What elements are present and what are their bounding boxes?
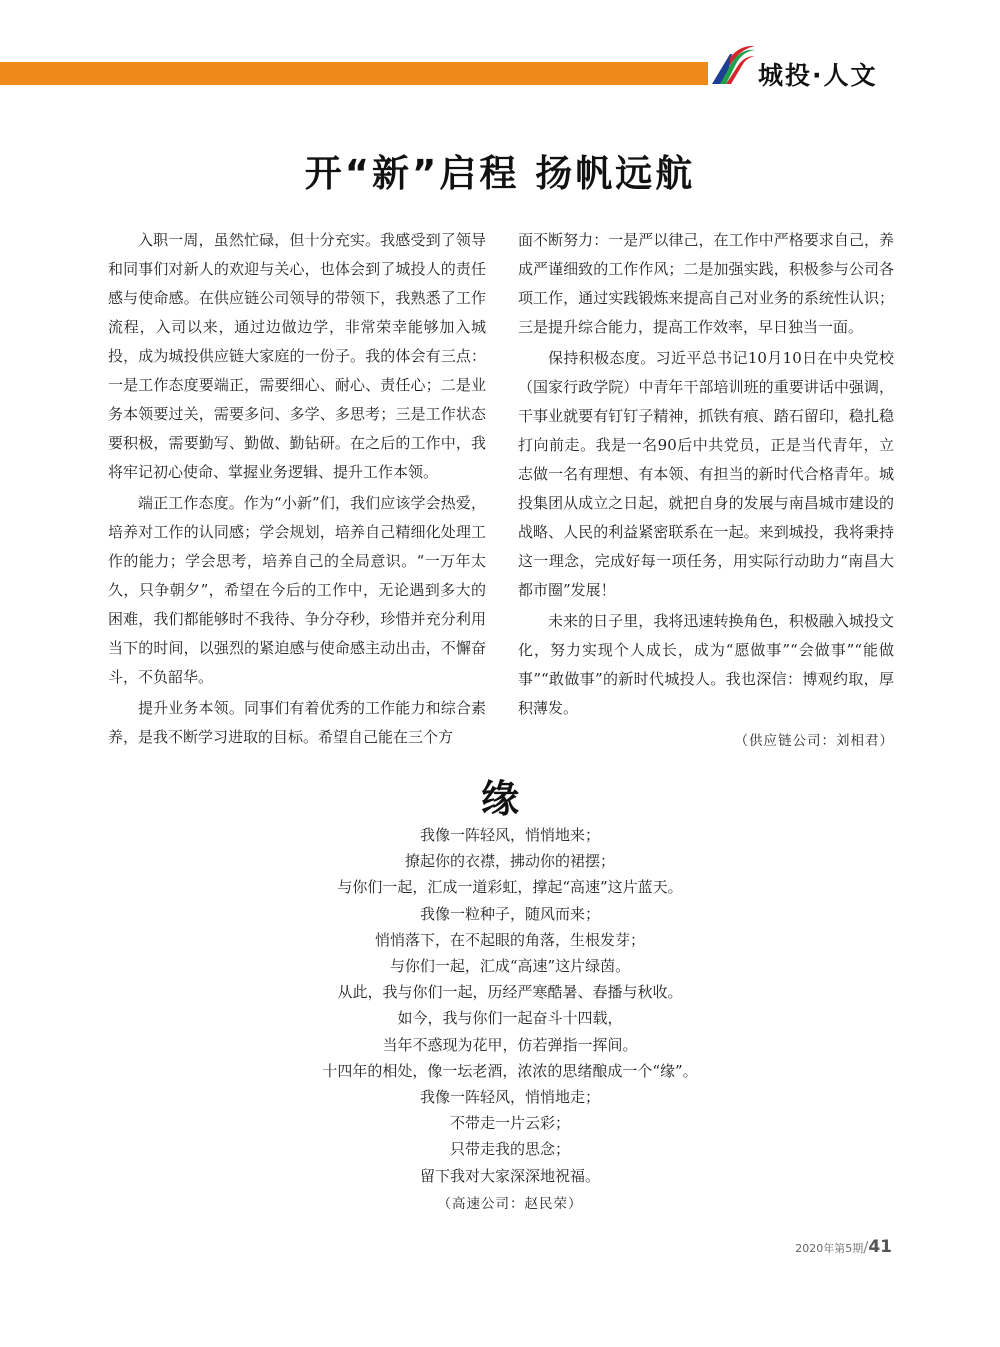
poem-line: 与你们一起，汇成“高速”这片绿茵。 xyxy=(389,957,631,976)
poem-line: 悄悄落下，在不起眼的角落，生根发芽； xyxy=(374,930,645,949)
poem-line: 我像一阵轻风，悄悄地走； xyxy=(419,1088,600,1107)
paragraph: 端正工作态度。作为“小新”们，我们应该学会热爱，培养对工作的认同感；学会规划，培养自己精细化处理工作的能力；学会思考，培养自己的全局意识。“一万年太久，只争朝夕”，希望在今后的工作中，无论遇到多大的困难，我们都能够时不我待、争分夺秒，珍惜并充分利用当下的时间，以强烈的紧迫感与使命感主动出击，不懈奋斗，不负韶华。 xyxy=(108,494,486,686)
poem-title: 缘 xyxy=(480,777,519,821)
poem-line: 十四年的相处，像一坛老酒，浓浓的思绪酿成一个“缘”。 xyxy=(322,1061,698,1080)
poem-line: 只带走我的思念； xyxy=(449,1140,570,1159)
article-author: （供应链公司：刘相君） xyxy=(734,733,894,749)
article-column-left xyxy=(108,226,486,752)
paragraph-continuation: 面不断努力：一是严以律己，在工作中严格要求自己，养成严谨细致的工作作风；二是加强实践，积极参与公司各项工作，通过实践锻炼来提高自己对业务的系统性认识；三是提升综合能力，提高工作效率，早日独当一面。 xyxy=(518,231,894,336)
paragraph: 提升业务本领。同事们有着优秀的工作能力和综合素养，是我不断学习进取的目标。希望自己能在三个方 xyxy=(108,699,486,746)
company-logo-icon xyxy=(706,44,756,88)
poem-line: 我像一阵轻风，悄悄地来； xyxy=(419,826,600,844)
paragraph: 保持积极态度。习近平总书记10月10日在中央党校（国家行政学院）中青年干部培训班的重要讲话中强调，干事业就要有钉钉子精神，抓铁有痕、踏石留印，稳扎稳打向前走。我是一名90后中共党员，正是当代青年，立志做一名有理想、有本领、有担当的新时代合格青年。城投集团从成立之日起，就把自身的发展与南昌城市建设的战略、人民的利益紧密联系在一起。来到城投，我将秉持这一理念，完成好每一项任务，用实际行动助力“南昌大都市圈”发展！ xyxy=(518,349,894,599)
footer-slash: / xyxy=(863,1238,869,1256)
poem-line: 不带走一片云彩； xyxy=(449,1114,570,1133)
paragraph: 未来的日子里，我将迅速转换角色，积极融入城投文化，努力实现个人成长，成为“愿做事”“会做事”“能做事”“敢做事”的新时代城投人。我也深信：博观约取，厚积薄发。 xyxy=(518,612,894,717)
header-bar xyxy=(0,62,708,85)
issue-label: 2020年第5期 xyxy=(795,1242,864,1255)
poem-body xyxy=(200,822,820,1217)
page-footer xyxy=(795,1237,892,1257)
paragraph: 入职一周，虽然忙碌，但十分充实。我感受到了领导和同事们对新人的欢迎与关心，也体会到了城投人的责任感与使命感。在供应链公司领导的带领下，我熟悉了工作流程，入司以来，通过边做边学，非常荣幸能够加入城投，成为城投供应链大家庭的一份子。我的体会有三点：一是工作态度要端正，需要细心、耐心、责任心；二是业务本领要过关，需要多问、多学、多思考；三是工作状态要积极，需要勤写、勤做、勤钻研。在之后的工作中，我将牢记初心使命、掌握业务逻辑、提升工作本领。 xyxy=(108,231,486,481)
poem-line: 留下我对大家深深地祝福。 xyxy=(419,1166,600,1185)
poem-line: 从此，我与你们一起，历经严寒酷暑、春播与秋收。 xyxy=(337,983,683,1002)
poem-author: （高速公司：赵民荣） xyxy=(437,1195,583,1212)
poem-line: 与你们一起，汇成一道彩虹，撑起“高速”这片蓝天。 xyxy=(337,878,683,897)
poem-line: 如今，我与你们一起奋斗十四载， xyxy=(397,1009,623,1028)
poem-line: 撩起你的衣襟，拂动你的裙摆； xyxy=(404,852,615,871)
page-number: 41 xyxy=(868,1237,892,1257)
article-column-right xyxy=(518,226,894,756)
poem-line: 当年不惑现为花甲，仿若弹指一挥间。 xyxy=(382,1035,638,1054)
poem-line: 我像一粒种子，随风而来； xyxy=(419,904,600,923)
section-label: 城投·人文 xyxy=(758,61,878,90)
article-title: 开“新”启程 扬帆远航 xyxy=(304,152,696,195)
